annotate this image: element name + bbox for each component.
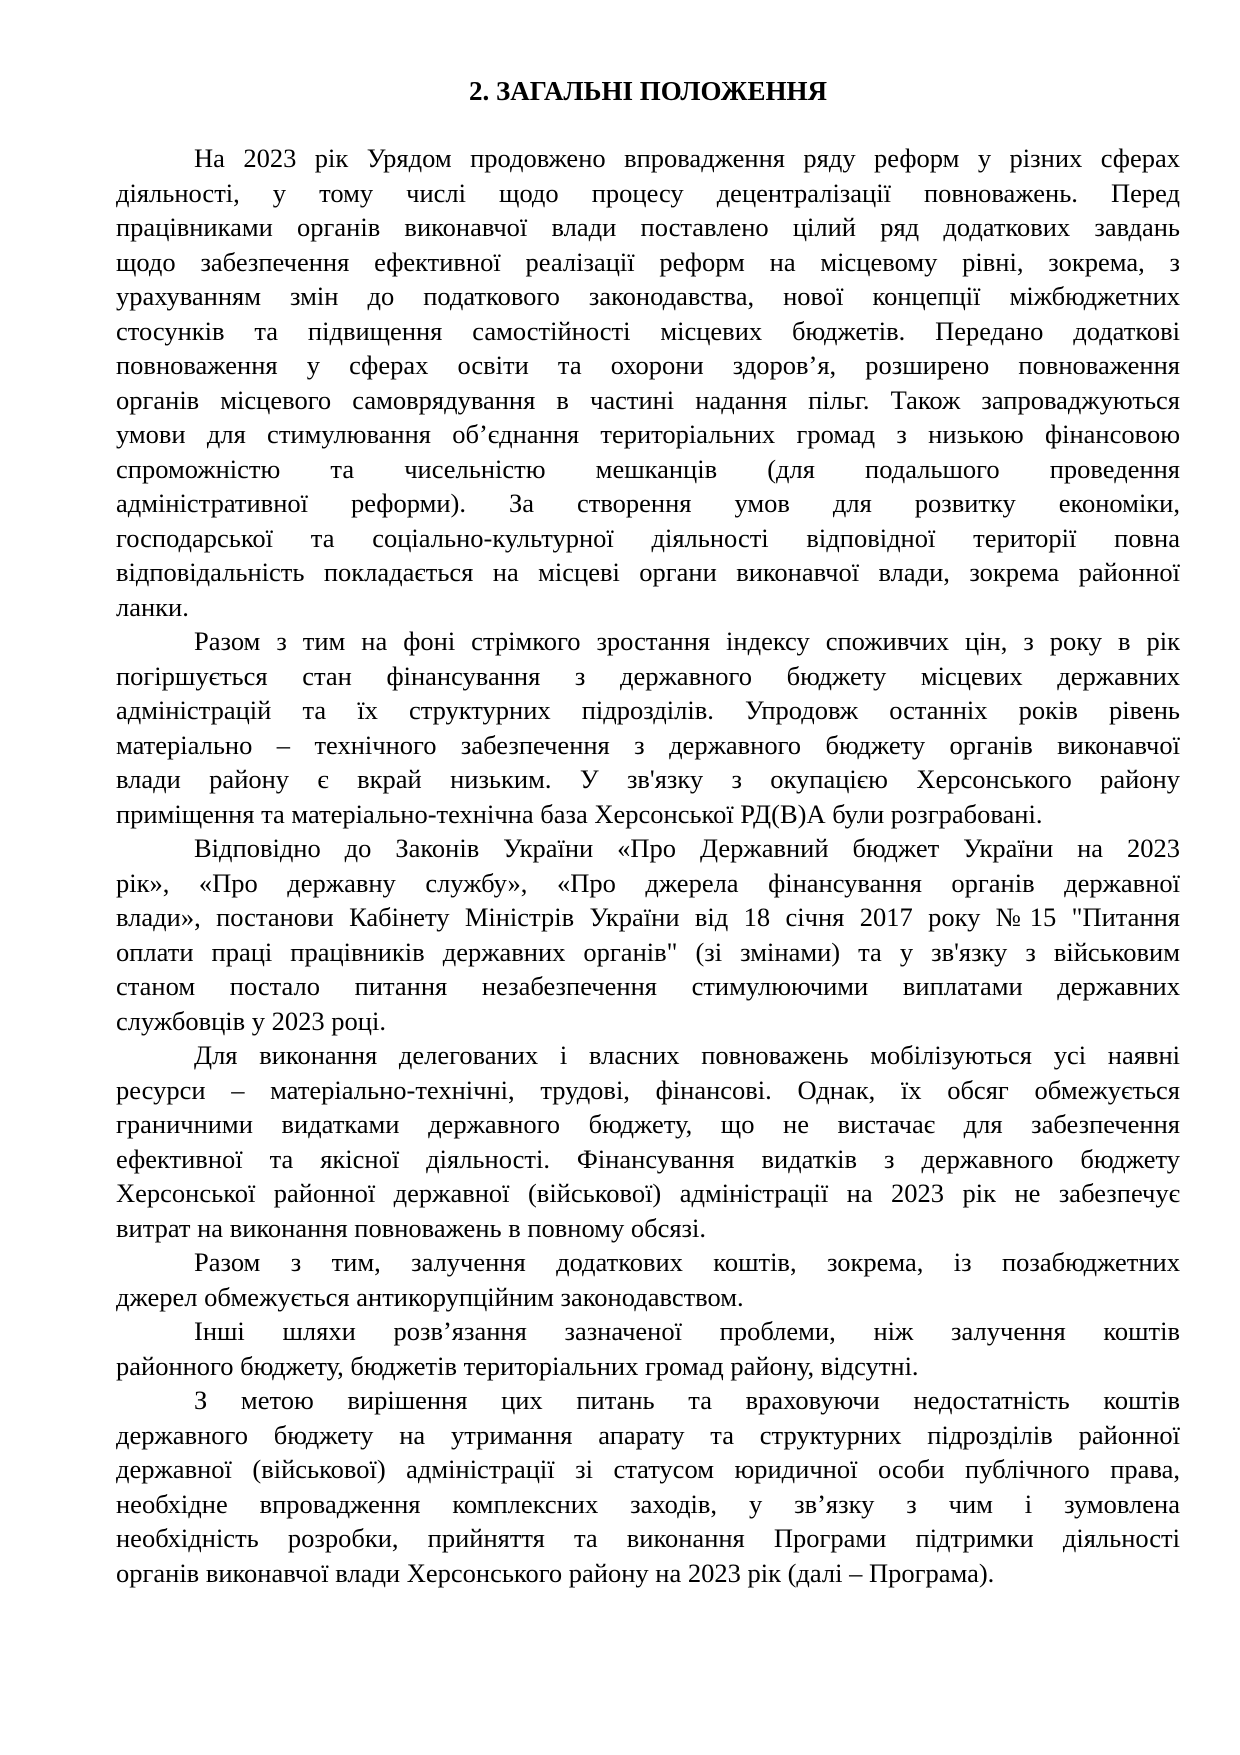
- paragraph-line: необхідне впровадження комплексних заходів, у зв’язку з чим і зумовлена: [116, 1488, 1180, 1519]
- paragraph-line: урахуванням змін до податкового законодавства, нової концепції міжбюджетних: [116, 281, 1180, 311]
- paragraph-line: влади», постанови Кабінету Міністрів України від 18 січня 2017 року №15 "Питання: [116, 902, 1180, 932]
- paragraph-line: Інші шляхи розв’язання зазначеної проблеми, ніж залучення коштів: [194, 1316, 1180, 1346]
- paragraph-line: приміщення та матеріально-технічна база Херсонської РД(В)А були розграбовані.: [116, 798, 1043, 829]
- paragraph-line: спроможністю та чисельністю мешканців (для подальшого проведення: [116, 453, 1180, 484]
- paragraph-line: З метою вирішення цих питань та враховуючи недостатність коштів: [194, 1385, 1180, 1415]
- paragraph-line: джерел обмежується антикорупційним законодавством.: [116, 1281, 744, 1312]
- paragraph-line: районного бюджету, бюджетів територіальних громад району, відсутні.: [116, 1350, 919, 1381]
- paragraph-line: органів місцевого самоврядування в частині надання пільг. Також запроваджуються: [116, 384, 1180, 415]
- paragraph: [116, 1038, 1180, 1245]
- paragraph-line: господарської та соціально-культурної діяльності відповідної території повна: [116, 522, 1180, 553]
- paragraph-line: діяльності, у тому числі щодо процесу децентралізації повноважень. Перед: [116, 177, 1180, 208]
- paragraph-line: відповідальність покладається на місцеві органи виконавчої влади, зокрема районної: [116, 557, 1180, 587]
- paragraph-line: Херсонської районної державної (військової) адміністрації на 2023 рік не забезпечує: [116, 1178, 1180, 1208]
- paragraph-line: рік», «Про державну службу», «Про джерела фінансування органів державної: [116, 867, 1180, 898]
- paragraph-line: Разом з тим, залучення додаткових коштів, зокрема, із позабюджетних: [194, 1247, 1180, 1277]
- paragraph-line: ефективної та якісної діяльності. Фінансування видатків з державного бюджету: [116, 1143, 1180, 1174]
- paragraph-line: На 2023 рік Урядом продовжено впровадження ряду реформ у різних сферах: [194, 143, 1180, 173]
- paragraph-line: витрат на виконання повноважень в повному обсязі.: [116, 1212, 707, 1243]
- paragraph-line: умови для стимулювання об’єднання територіальних громад з низькою фінансовою: [116, 419, 1180, 449]
- paragraph: [116, 624, 1180, 831]
- paragraph-line: органів виконавчої влади Херсонського району на 2023 рік (далі – Програма).: [116, 1557, 995, 1588]
- paragraph-line: оплати праці працівників державних органів" (зі змінами) та у зв'язку з військовим: [116, 936, 1180, 967]
- paragraph-line: державного бюджету на утримання апарату та структурних підрозділів районної: [116, 1419, 1180, 1450]
- paragraph-line: щодо забезпечення ефективної реалізації реформ на місцевому рівні, зокрема, з: [116, 246, 1180, 277]
- paragraph-line: Відповідно до Законів України «Про Державний бюджет України на 2023: [194, 833, 1180, 863]
- section-title: 2. ЗАГАЛЬНІ ПОЛОЖЕННЯ: [468, 76, 828, 106]
- paragraph-line: ресурси – матеріально-технічні, трудові, фінансові. Однак, їх обсяг обмежується: [116, 1074, 1180, 1105]
- paragraph-line: матеріально – технічного забезпечення з державного бюджету органів виконавчої: [116, 729, 1180, 760]
- paragraph-line: погіршується стан фінансування з державного бюджету місцевих державних: [116, 660, 1180, 691]
- paragraph-line: необхідність розробки, прийняття та виконання Програми підтримки діяльності: [116, 1523, 1180, 1553]
- paragraph-line: влади району є вкрай низьким. У зв'язку з окупацією Херсонського району: [116, 764, 1180, 794]
- paragraph-line: стосунків та підвищення самостійності місцевих бюджетів. Передано додаткові: [116, 315, 1180, 346]
- paragraph-line: Разом з тим на фоні стрімкого зростання індексу споживчих цін, з року в рік: [194, 626, 1180, 656]
- paragraph-line: Для виконання делегованих і власних повноважень мобілізуються усі наявні: [194, 1040, 1180, 1070]
- paragraph-line: адміністративної реформи). За створення умов для розвитку економіки,: [116, 488, 1180, 518]
- body-text: [116, 141, 1180, 1590]
- paragraph: [116, 1314, 1180, 1383]
- paragraph-line: граничними видатками державного бюджету, що не вистачає для забезпечення: [116, 1109, 1180, 1139]
- paragraph-line: державної (військової) адміністрації зі статусом юридичної особи публічного права,: [116, 1454, 1180, 1484]
- paragraph-line: службовців у 2023 році.: [116, 1005, 386, 1036]
- paragraph-line: працівниками органів виконавчої влади поставлено цілий ряд додаткових завдань: [116, 212, 1180, 242]
- paragraph: [116, 831, 1180, 1038]
- paragraph-line: станом постало питання незабезпечення стимулюючими виплатами державних: [116, 971, 1180, 1001]
- paragraph-line: ланки.: [116, 591, 189, 622]
- paragraph-line: повноваження у сферах освіти та охорони здоров’я, розширено повноваження: [116, 350, 1180, 380]
- paragraph: [116, 1383, 1180, 1590]
- paragraph: [116, 141, 1180, 624]
- paragraph-line: адміністрацій та їх структурних підрозділів. Упродовж останніх років рівень: [116, 695, 1180, 725]
- paragraph: [116, 1245, 1180, 1314]
